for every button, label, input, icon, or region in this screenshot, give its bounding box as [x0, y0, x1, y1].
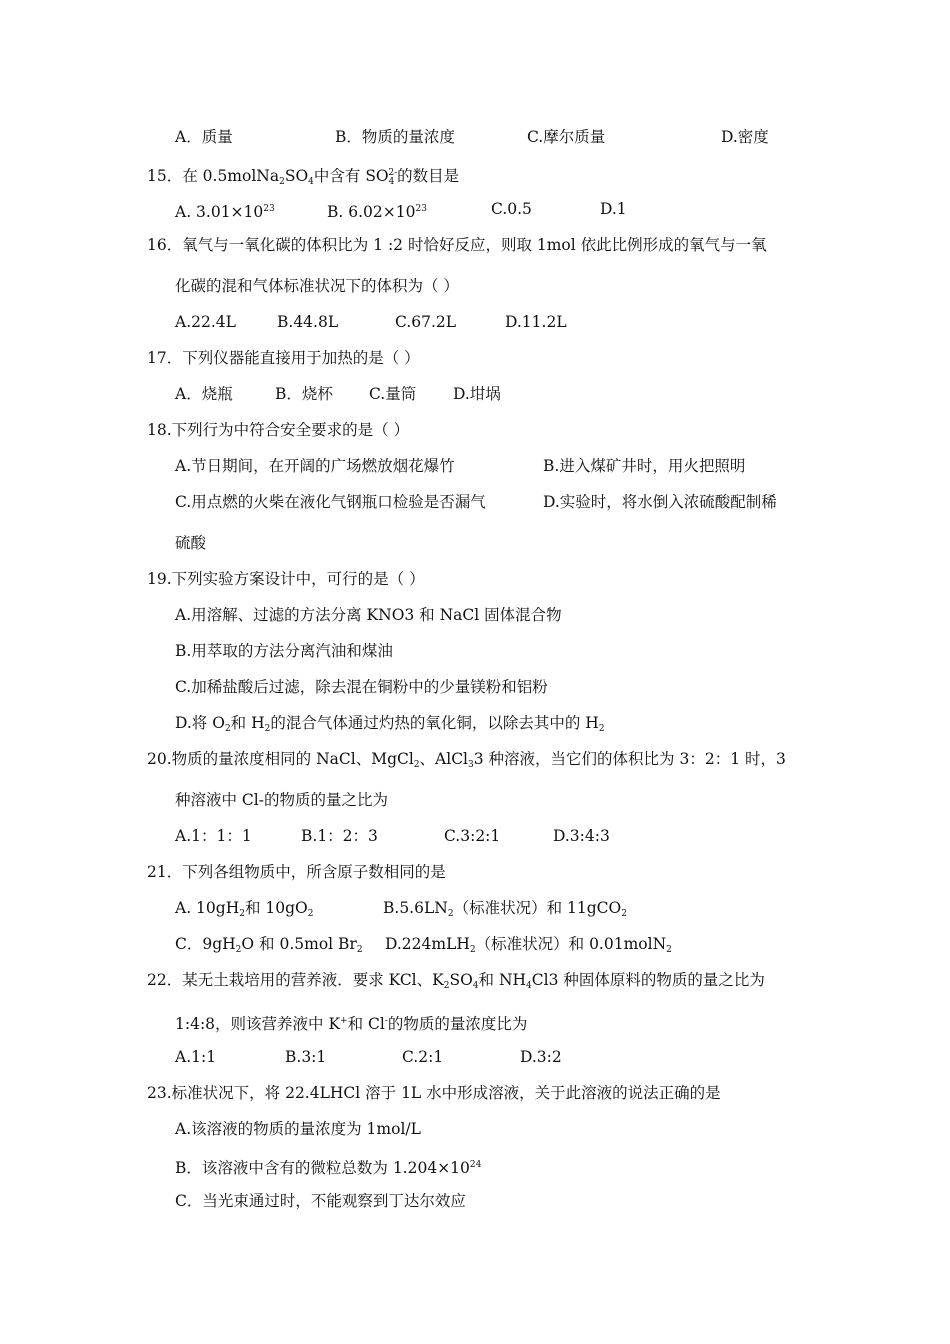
q17-stem: 17．下列仪器能直接用于加热的是（ ）: [147, 349, 420, 367]
q16-option-d: D.11.2L: [505, 313, 567, 331]
q15-option-d: D.1: [600, 200, 627, 218]
q18-option-c: C.用点燃的火柴在液化气钢瓶口检验是否漏气: [175, 493, 486, 511]
q23-option-b: B．该溶液中含有的微粒总数为 $1.204\times 10^{24}$: [175, 1159, 482, 1177]
q18-option-d-cont: 硫酸: [175, 534, 207, 552]
q21-option-a: A. $10gH_2$和 $10gO_2$: [175, 899, 314, 919]
q17-option-a: A．烧瓶: [175, 385, 233, 403]
q20-option-d: D.3:4:3: [553, 827, 610, 845]
q16-option-c: C.67.2L: [395, 313, 457, 331]
q23-stem: 23.标准状况下，将 22.4LHCl 溶于 1L 水中形成溶液，关于此溶液的说法正确的是: [147, 1084, 721, 1102]
q17-option-b: B．烧杯: [275, 385, 333, 403]
q22-option-a: A.1:1: [175, 1048, 217, 1066]
q15-stem: 15．在 $0.5molNa_2SO_4$中含有 $SO_4^{2-}$的数目是: [147, 167, 460, 187]
q14-option-d: D.密度: [721, 128, 769, 146]
q22-stem-line1: 22．某无土栽培用的营养液．要求 KCl、$K_2SO_4$和 $NH_4Cl3$ 种固体原料的物质的量之比为: [147, 971, 765, 991]
q16-stem-line1: 16．氧气与一氧化碳的体积比为 1 :2 时恰好反应，则取 1mol 依此比例形成的氧气与一氧: [147, 236, 767, 254]
q15-option-a: A. $3.01\times 10^{23}$: [175, 203, 275, 221]
q20-option-b: B.1：2：3: [301, 827, 378, 845]
q21-option-b: $B.5.6LN_2$（标准状况）和 11gCO$_2$: [383, 899, 627, 919]
q18-stem: 18.下列行为中符合安全要求的是（ ）: [147, 421, 410, 439]
q23-option-a: A.该溶液的物质的量浓度为 1mol/L: [175, 1120, 421, 1138]
q21-stem: 21．下列各组物质中，所含原子数相同的是: [147, 863, 446, 881]
q20-stem-line1: 20.物质的量浓度相同的 NaCl、MgCl$_2$、AlCl$_3$3 种溶液，当它们的体积比为 3：2：1 时，3: [147, 750, 786, 770]
q22-option-b: B.3:1: [285, 1048, 327, 1066]
q22-stem-line2: 1:4:8，则该营养液中 K+和 Cl-的物质的量浓度比为: [175, 1015, 528, 1033]
q14-option-b: B．物质的量浓度: [335, 128, 455, 146]
q16-option-b: B.44.8L: [277, 313, 339, 331]
q22-option-d: D.3:2: [520, 1048, 562, 1066]
q16-stem-line2: 化碳的混和气体标准状况下的体积为（ ）: [175, 277, 459, 295]
q19-option-d: D.将 $O_2$和 $H_2$的混合气体通过灼热的氧化铜，以除去其中的 $H_2$: [175, 714, 605, 734]
q17-option-c: C.量筒: [369, 385, 417, 403]
q22-option-c: C.2:1: [402, 1048, 444, 1066]
q15-option-c: C.0.5: [491, 200, 532, 218]
q19-option-a: A.用溶解、过滤的方法分离 KNO3 和 NaCl 固体混合物: [175, 606, 562, 624]
q20-option-a: A.1：1：1: [175, 827, 252, 845]
q16-option-a: A.22.4L: [175, 313, 236, 331]
q17-option-d: D.坩埚: [453, 385, 501, 403]
q14-option-a: A．质量: [175, 128, 233, 146]
q14-option-c: C.摩尔质量: [527, 128, 606, 146]
q21-option-c: C．$9gH_2O$ 和 0.5mol $Br_2$: [175, 935, 363, 955]
q19-option-b: B.用萃取的方法分离汽油和煤油: [175, 642, 393, 660]
q21-option-d: D.224mLH$_2$（标准状况）和 0.01molN$_2$: [385, 935, 672, 955]
q19-option-c: C.加稀盐酸后过滤，除去混在铜粉中的少量镁粉和铝粉: [175, 678, 548, 696]
q23-option-c: C．当光束通过时，不能观察到丁达尔效应: [175, 1192, 466, 1210]
q19-stem: 19.下列实验方案设计中，可行的是（ ）: [147, 570, 425, 588]
q18-option-d: D.实验时，将水倒入浓硫酸配制稀: [543, 493, 777, 511]
q15-option-b: B. $6.02\times 10^{23}$: [327, 203, 427, 221]
q18-option-a: A.节日期间，在开阔的广场燃放烟花爆竹: [175, 457, 455, 475]
q20-stem-line2: 种溶液中 Cl-的物质的量之比为: [175, 791, 388, 809]
q20-option-c: C.3:2:1: [444, 827, 501, 845]
q18-option-b: B.进入煤矿井时，用火把照明: [543, 457, 746, 475]
